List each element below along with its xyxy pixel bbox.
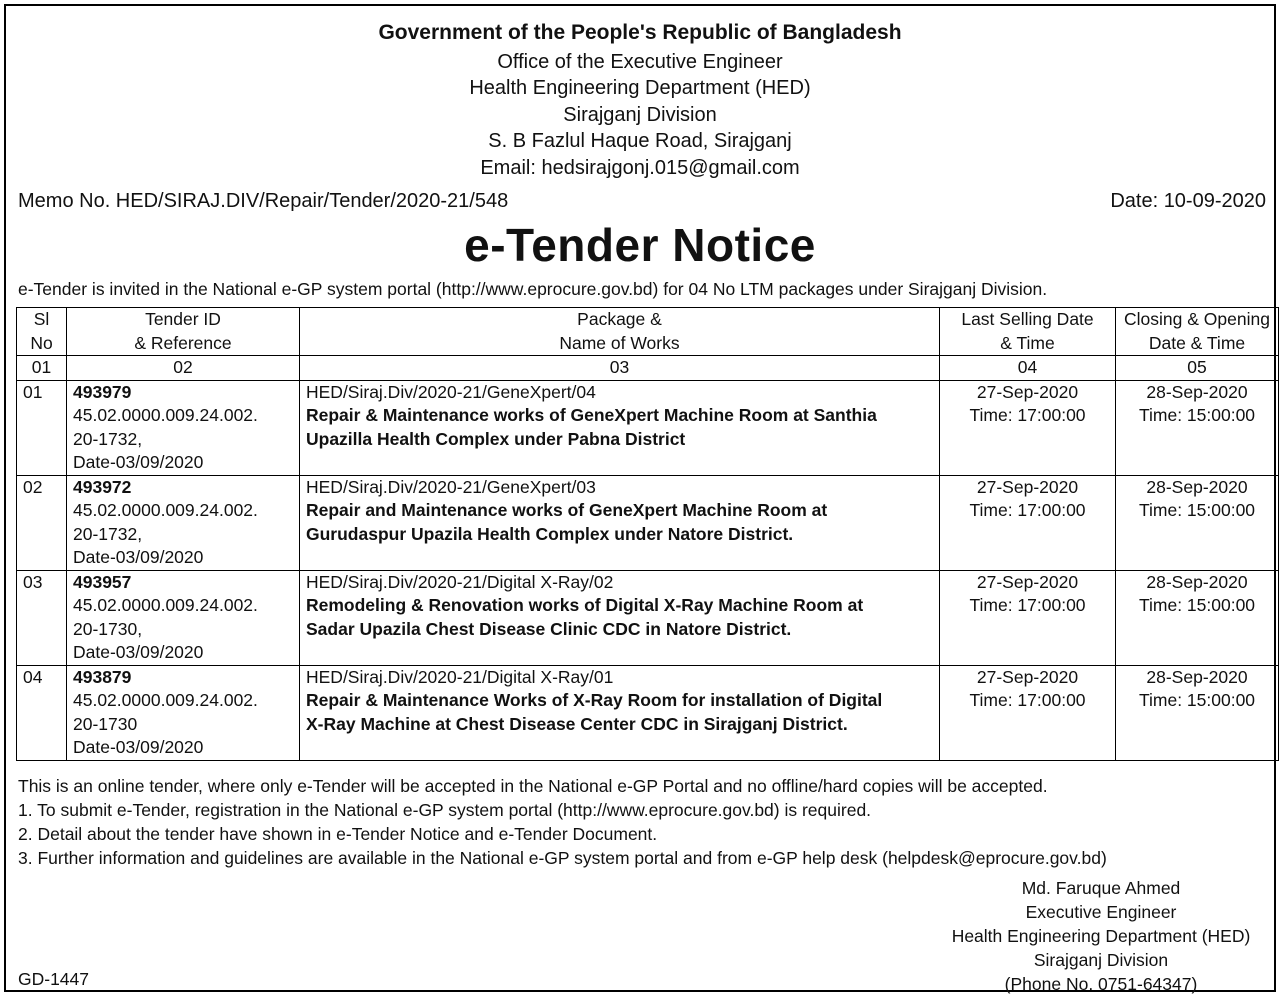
sl-no: 04 <box>17 665 67 760</box>
signatory-department: Health Engineering Department (HED) <box>951 926 1251 946</box>
selling-date-cell: 27-Sep-2020 Time: 17:00:00 <box>940 380 1116 475</box>
note-item: 2. Detail about the tender have shown in e-Tender Notice and e-Tender Document. <box>18 824 658 844</box>
package-code: HED/Siraj.Div/2020-21/Digital X-Ray/01 <box>306 666 614 687</box>
signature-block <box>936 876 1266 996</box>
signatory-phone: (Phone No. 0751-64347) <box>1004 974 1198 994</box>
header-cell: Last Selling Date & Time <box>940 308 1116 356</box>
note-item: 3. Further information and guidelines are available in the National e-GP system portal and from e-GP help desk (helpdesk@eprocure.gov.bd) <box>18 848 1107 868</box>
table-row <box>17 380 1279 475</box>
header-cell: Closing & Opening Date & Time <box>1116 308 1279 356</box>
tender-notice-page <box>4 4 1276 992</box>
division-name: Sirajganj Division <box>563 104 717 126</box>
signatory-division: Sirajganj Division <box>1033 950 1169 970</box>
column-number: 02 <box>67 356 300 381</box>
gd-number: GD-1447 <box>18 969 90 989</box>
notice-date: Date: 10-09-2020 <box>1110 190 1266 212</box>
tender-ref-cell: 493957 45.02.0000.009.24.002. 20-1730, Date-03/09/2020 <box>67 570 300 665</box>
package-code: HED/Siraj.Div/2020-21/Digital X-Ray/02 <box>306 571 614 592</box>
sl-no: 02 <box>17 475 67 570</box>
signatory-designation: Executive Engineer <box>1025 902 1177 922</box>
page-title: e-Tender Notice <box>464 219 816 271</box>
column-number: 04 <box>940 356 1116 381</box>
office-name: Office of the Executive Engineer <box>497 51 783 73</box>
header-cell: Tender ID & Reference <box>67 308 300 356</box>
tender-id: 493957 <box>73 571 132 592</box>
package-cell: HED/Siraj.Div/2020-21/GeneXpert/03 Repair and Maintenance works of GeneXpert Machine Room at Gurudaspur Upazila Health Complex under Natore District. <box>300 475 940 570</box>
closing-date-cell: 28-Sep-2020 Time: 15:00:00 <box>1116 570 1279 665</box>
closing-date-cell: 28-Sep-2020 Time: 15:00:00 <box>1116 380 1279 475</box>
package-code: HED/Siraj.Div/2020-21/GeneXpert/04 <box>306 381 596 402</box>
table-header-row <box>17 308 1279 356</box>
closing-date-cell: 28-Sep-2020 Time: 15:00:00 <box>1116 475 1279 570</box>
column-number: 01 <box>17 356 67 381</box>
package-cell: HED/Siraj.Div/2020-21/GeneXpert/04 Repair & Maintenance works of GeneXpert Machine Room at Santhia Upazilla Health Complex under Pabna District <box>300 380 940 475</box>
note-item: 1. To submit e-Tender, registration in the National e-GP system portal (http://www.eprocure.gov.bd) is required. <box>18 800 872 820</box>
notes-intro: This is an online tender, where only e-Tender will be accepted in the National e-GP Portal and no offline/hard copies will be accepted. <box>18 776 1048 796</box>
package-code: HED/Siraj.Div/2020-21/GeneXpert/03 <box>306 476 596 497</box>
govt-title: Government of the People's Republic of Bangladesh <box>378 21 902 44</box>
notes-section <box>18 774 1107 870</box>
table-row <box>17 665 1279 760</box>
selling-date-cell: 27-Sep-2020 Time: 17:00:00 <box>940 665 1116 760</box>
tender-ref-cell: 493879 45.02.0000.009.24.002. 20-1730 Date-03/09/2020 <box>67 665 300 760</box>
package-cell: HED/Siraj.Div/2020-21/Digital X-Ray/01 Repair & Maintenance Works of X-Ray Room for installation of Digital X-Ray Machine at Chest Disease Center CDC in Sirajganj District. <box>300 665 940 760</box>
package-cell: HED/Siraj.Div/2020-21/Digital X-Ray/02 Remodeling & Renovation works of Digital X-Ray Machine Room at Sadar Upazila Chest Disease Clinic CDC in Natore District. <box>300 570 940 665</box>
sl-no: 01 <box>17 380 67 475</box>
closing-date-cell: 28-Sep-2020 Time: 15:00:00 <box>1116 665 1279 760</box>
column-number: 03 <box>300 356 940 381</box>
signatory-name: Md. Faruque Ahmed <box>1021 878 1181 898</box>
tender-id: 493879 <box>73 666 132 687</box>
intro-text: e-Tender is invited in the National e-GP system portal (http://www.eprocure.gov.bd) for 04 No LTM packages under Sirajganj Division. <box>18 279 1048 299</box>
column-number-row <box>17 356 1279 381</box>
department-name: Health Engineering Department (HED) <box>469 77 811 99</box>
selling-date-cell: 27-Sep-2020 Time: 17:00:00 <box>940 475 1116 570</box>
header-cell: Sl No <box>17 308 67 356</box>
sl-no: 03 <box>17 570 67 665</box>
tender-id: 493979 <box>73 381 132 402</box>
table-row <box>17 570 1279 665</box>
tender-table <box>16 307 1279 761</box>
office-email: Email: hedsirajgonj.015@gmail.com <box>480 157 800 179</box>
table-row <box>17 475 1279 570</box>
office-address: S. B Fazlul Haque Road, Sirajganj <box>488 130 792 152</box>
tender-id: 493972 <box>73 476 132 497</box>
selling-date-cell: 27-Sep-2020 Time: 17:00:00 <box>940 570 1116 665</box>
column-number: 05 <box>1116 356 1279 381</box>
tender-ref-cell: 493979 45.02.0000.009.24.002. 20-1732, Date-03/09/2020 <box>67 380 300 475</box>
memo-number: Memo No. HED/SIRAJ.DIV/Repair/Tender/2020-21/548 <box>18 190 509 212</box>
tender-ref-cell: 493972 45.02.0000.009.24.002. 20-1732, Date-03/09/2020 <box>67 475 300 570</box>
header-cell: Package & Name of Works <box>300 308 940 356</box>
